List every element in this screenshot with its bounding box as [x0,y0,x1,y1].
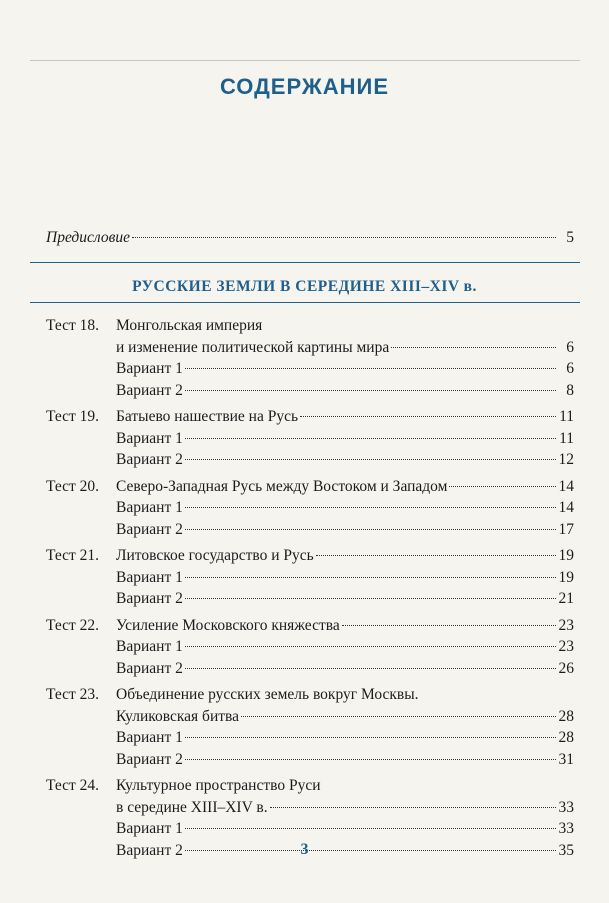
dot-leader [185,598,556,599]
section-title: РУССКИЕ ЗЕМЛИ В СЕРЕДИНЕ XIII–XIV в. [132,278,477,295]
variant-page: 28 [558,729,574,746]
dot-leader [300,416,556,417]
test-page: 28 [558,707,574,725]
toc-variant-entry[interactable] [46,750,574,770]
variant-page: 14 [558,499,574,516]
variant-page: 26 [558,659,574,677]
test-number: Тест 18. [46,317,100,334]
test-title-line: и изменение политической картины мира [116,338,390,356]
variant-label: Вариант 1 [116,568,183,586]
variant-label: Вариант 1 [116,638,183,655]
test-title-line: Куликовская битва [116,707,240,725]
variant-page: 6 [566,360,574,377]
variant-label: Вариант 2 [116,590,183,607]
toc-test-entry[interactable] [46,685,574,705]
dot-leader [185,459,556,460]
section-rule-top [30,262,580,263]
dot-leader [185,529,556,530]
toc-entry-preface[interactable] [46,228,574,248]
dot-leader [391,347,556,348]
test-number: Тест 20. [46,477,100,495]
dot-leader [449,486,556,487]
toc-test-entry-continuation[interactable] [46,707,574,727]
variant-page: 12 [558,451,574,468]
test-number: Тест 19. [46,408,100,425]
toc-variant-entry[interactable] [46,520,574,540]
toc-variant-entry[interactable] [46,429,574,449]
dot-leader [185,507,556,508]
variant-label: Вариант 1 [116,820,183,837]
variant-label: Вариант 2 [116,750,183,768]
variant-page: 8 [566,381,574,399]
dot-leader [185,438,556,439]
toc-test-entry[interactable] [46,546,574,566]
dot-leader [185,390,556,391]
variant-page: 31 [558,750,574,768]
preface-page: 5 [566,229,574,246]
section-rule-bottom [30,302,580,303]
toc-test-entry-continuation[interactable] [46,338,574,358]
dot-leader [185,368,556,369]
variant-page: 33 [558,820,574,837]
test-title-line: Северо-Западная Русь между Востоком и Западом [116,477,448,495]
toc-variant-entry[interactable] [46,637,574,657]
dot-leader [270,807,556,808]
test-number: Тест 23. [46,686,100,703]
dot-leader [185,577,556,578]
toc-variant-entry[interactable] [46,819,574,839]
toc-variant-entry[interactable] [46,659,574,679]
dot-leader [316,555,556,556]
variant-page: 35 [558,841,574,859]
variant-label: Вариант 1 [116,499,183,516]
toc-variant-entry[interactable] [46,589,574,609]
toc-variant-entry[interactable] [46,359,574,379]
toc-test-entry[interactable] [46,477,574,497]
toc-variant-entry[interactable] [46,728,574,748]
variant-page: 23 [558,638,574,655]
preface-label: Предисловие [46,229,130,246]
page-number: 3 [300,841,309,858]
dot-leader [241,716,556,717]
test-page: 6 [566,338,574,356]
variant-label: Вариант 2 [116,520,183,538]
dot-leader [185,646,556,647]
test-title-line: Культурное пространство Руси [116,777,321,794]
dot-leader [185,828,556,829]
toc-variant-entry[interactable] [46,568,574,588]
variant-label: Вариант 1 [116,729,183,746]
header-divider [30,60,580,61]
variant-label: Вариант 1 [116,429,183,447]
test-number: Тест 24. [46,777,100,794]
dot-leader [185,759,556,760]
toc-test-entry-continuation[interactable] [46,798,574,818]
test-title-line: в середине XIII–XIV в. [116,798,268,816]
test-page: 19 [558,547,574,564]
test-title-line: Усиление Московского княжества [116,616,340,634]
test-title-line: Литовское государство и Русь [116,547,314,564]
variant-page: 21 [558,590,574,607]
page-title: СОДЕРЖАНИЕ [219,74,390,99]
test-page: 14 [558,477,574,495]
variant-label: Вариант 2 [116,381,183,399]
test-number: Тест 21. [46,547,100,564]
dot-leader [342,625,556,626]
variant-page: 11 [559,429,574,447]
variant-label: Вариант 1 [116,360,183,377]
toc-test-entry[interactable] [46,776,574,796]
toc-test-entry[interactable] [46,407,574,427]
toc-variant-entry[interactable] [46,381,574,401]
variant-label: Вариант 2 [116,659,183,677]
toc-test-entry[interactable] [46,616,574,636]
toc-test-entry[interactable] [46,316,574,336]
test-title-line: Объединение русских земель вокруг Москвы. [116,686,419,703]
test-title-line: Монгольская империя [116,317,263,334]
test-page: 11 [559,408,574,425]
test-number: Тест 22. [46,616,100,634]
toc-variant-entry[interactable] [46,450,574,470]
test-title-line: Батыево нашествие на Русь [116,408,299,425]
dot-leader [132,237,556,238]
toc-variant-entry[interactable] [46,498,574,518]
variant-label: Вариант 2 [116,451,183,468]
dot-leader [185,668,556,669]
variant-label: Вариант 2 [116,841,183,859]
dot-leader [185,737,556,738]
test-page: 23 [558,616,574,634]
variant-page: 17 [558,520,574,538]
variant-page: 19 [558,568,574,586]
test-page: 33 [558,798,574,816]
